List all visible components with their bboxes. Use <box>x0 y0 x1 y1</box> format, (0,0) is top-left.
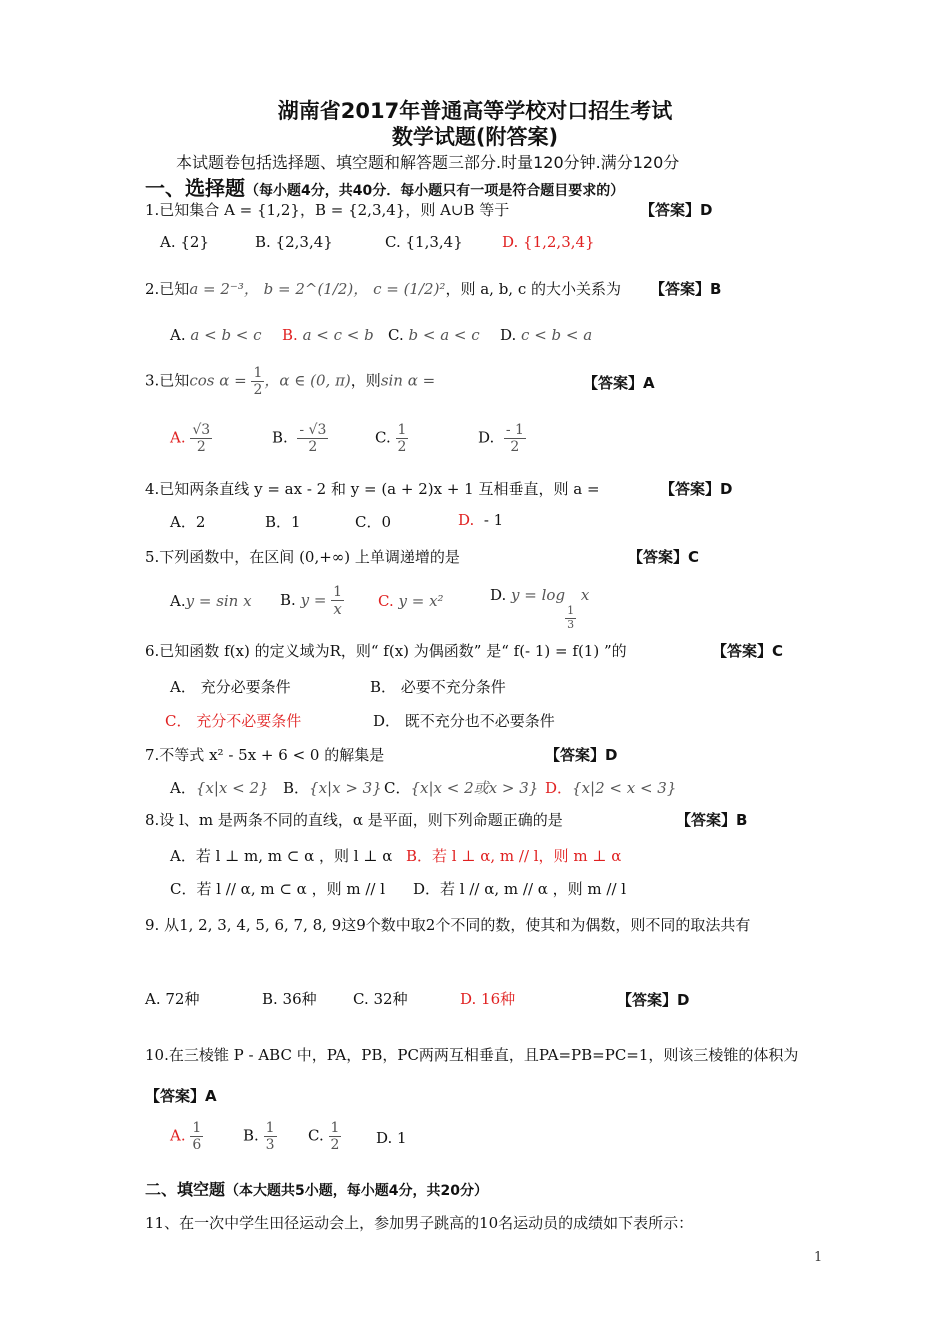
option-expr: a < c < b <box>302 326 374 344</box>
option-expr: y = sin x <box>185 592 252 610</box>
q6-option-d: D． 既不充分也不必要条件 <box>373 712 555 730</box>
answer-letter: C <box>688 548 700 566</box>
q9-answer <box>617 989 689 1010</box>
q6-stem: 6.已知函数 f(x) 的定义域为R，则“ f(x) 为偶函数” 是“ f(- 1) = f(1) ”的 <box>145 642 627 660</box>
q2-option-c <box>388 326 480 344</box>
option-label: A. <box>170 428 186 447</box>
option-fraction <box>264 1120 277 1153</box>
q5-stem: 5.下列函数中，在区间 (0,+∞) 上单调递增的是 <box>145 548 460 566</box>
numerator: 1 <box>333 584 343 600</box>
q8-option-c: C．若 l // α, m ⊂ α ，则 m // l <box>170 880 386 898</box>
q6-option-c: C． 充分不必要条件 <box>165 712 302 730</box>
q10-option-c <box>308 1120 341 1153</box>
option-label: A． <box>170 779 196 797</box>
answer-letter: B <box>710 280 722 298</box>
q1-stem: 1.已知集合 A = {1,2}，B = {2,3,4}，则 A∪B 等于 <box>145 201 510 219</box>
answer-label: 【答案】 <box>650 280 711 298</box>
denominator: x <box>333 600 342 619</box>
option-fraction <box>190 1120 203 1153</box>
q2-a-expr: a = 2⁻³， <box>189 280 259 298</box>
q3-option-a <box>170 422 212 455</box>
q10-answer <box>145 1085 217 1106</box>
denominator: 2 <box>510 439 520 456</box>
log-base-fraction <box>565 605 576 631</box>
option-label: C． <box>384 779 411 797</box>
q7-option-c <box>384 777 538 798</box>
q2-c-expr: c = (1/2)² <box>373 280 446 298</box>
option-label: B． <box>283 779 310 797</box>
numerator: - √3 <box>299 422 327 438</box>
numerator: 1 <box>397 422 407 438</box>
intro-text: 本试题卷包括选择题、填空题和解答题三部分.时量120分钟.满分120分 <box>176 153 680 172</box>
option-fraction <box>190 422 212 455</box>
numerator: 1 <box>265 1120 275 1136</box>
numerator: 1 <box>253 365 263 381</box>
section-1-heading <box>145 172 624 201</box>
denominator: 3 <box>265 1137 275 1154</box>
answer-letter: D <box>720 480 733 498</box>
q3-stem-pre: 3.已知 <box>145 371 190 390</box>
option-expr: y = log <box>511 586 566 604</box>
q1-answer <box>640 199 712 220</box>
numerator: - 1 <box>505 422 524 438</box>
q6-option-b: B． 必要不充分条件 <box>370 678 506 696</box>
q5-option-c <box>378 592 444 610</box>
answer-letter: D <box>605 746 618 764</box>
option-label: D. <box>478 428 495 447</box>
q8-option-d: D．若 l // α, m // α ，则 m // l <box>413 880 627 898</box>
option-label: C. <box>375 428 391 447</box>
q4-option-b: B．1 <box>265 513 301 531</box>
option-label: B. <box>280 591 296 610</box>
q2-option-a <box>170 326 262 344</box>
q1-option-d: D. {1,2,3,4} <box>502 233 595 251</box>
q10-option-a <box>170 1120 203 1153</box>
q7-option-a <box>170 777 269 798</box>
answer-label: 【答案】 <box>617 991 678 1009</box>
q4-stem: 4.已知两条直线 y = ax - 2 和 y = (a + 2)x + 1 互相垂直，则 a = <box>145 480 600 498</box>
answer-label: 【答案】 <box>145 1087 206 1105</box>
option-fraction <box>331 584 344 618</box>
q9-option-d: D. 16种 <box>460 990 516 1008</box>
option-expr: {x|2 < x < 3} <box>572 779 677 797</box>
option-expr: {x|x < 2} <box>195 779 269 797</box>
q4-option-c: C．0 <box>355 513 392 531</box>
section-1-note: （每小题4分，共40分．每小题只有一项是符合题目要求的） <box>245 183 625 199</box>
q1-option-a: A. {2} <box>160 233 209 251</box>
title-line-1: 湖南省2017年普通高等学校对口招生考试 <box>277 99 673 123</box>
q3-target: sin α = <box>380 371 436 390</box>
q8-stem: 8.设 l、m 是两条不同的直线，α 是平面，则下列命题正确的是 <box>145 811 563 829</box>
q2-stem-post: ，则 a, b, c 的大小关系为 <box>445 280 622 298</box>
option-value: - 1 <box>483 511 504 529</box>
q8-answer <box>676 809 747 830</box>
answer-label: 【答案】 <box>660 480 721 498</box>
q3-option-c <box>375 422 408 455</box>
q10-stem: 10.在三棱锥 P - ABC 中，PA，PB，PC两两互相垂直，且PA=PB=PC=1，则该三棱锥的体积为 <box>145 1046 799 1064</box>
answer-label: 【答案】 <box>676 811 737 829</box>
option-label: B. <box>243 1126 259 1145</box>
option-label: B. <box>272 428 288 447</box>
q8-option-b: B．若 l ⊥ α, m // l，则 m ⊥ α <box>406 847 622 865</box>
q2-option-b <box>282 326 374 344</box>
answer-letter: D <box>677 991 690 1009</box>
answer-letter: B <box>736 811 748 829</box>
q3-answer <box>583 372 655 393</box>
option-label: A. <box>170 326 186 344</box>
numerator: 1 <box>330 1120 340 1136</box>
option-label: A. <box>170 592 186 610</box>
option-expr: {x|x < 2或x > 3} <box>410 779 539 797</box>
option-expr: {x|x > 3} <box>309 779 382 797</box>
option-expr: c < b < a <box>521 326 593 344</box>
q10-option-b <box>243 1120 277 1153</box>
q2-option-d <box>500 326 592 344</box>
q9-stem: 9. 从1, 2, 3, 4, 5, 6, 7, 8, 9这9个数中取2个不同的数，使其和为偶数，则不同的取法共有 <box>145 916 751 934</box>
q9-option-c: C. 32种 <box>353 990 408 1008</box>
q9-option-b: B. 36种 <box>262 990 317 1008</box>
answer-label: 【答案】 <box>712 642 773 660</box>
answer-label: 【答案】 <box>628 548 689 566</box>
option-fraction <box>504 422 526 455</box>
option-label: D. <box>458 511 475 529</box>
q10-option-d: D. 1 <box>376 1129 407 1147</box>
q11-stem: 11、在一次中学生田径运动会上，参加男子跳高的10名运动员的成绩如下表所示： <box>145 1214 694 1232</box>
option-expr: b < a < c <box>408 326 480 344</box>
answer-label: 【答案】 <box>545 746 606 764</box>
q4-answer <box>660 478 732 499</box>
option-label: A. <box>170 1126 186 1145</box>
denominator: 2 <box>308 439 318 456</box>
q4-option-d <box>458 511 503 529</box>
section-1-title: 一、选择题 <box>145 176 245 200</box>
q6-option-a: A． 充分必要条件 <box>170 678 291 696</box>
q7-option-b <box>283 777 382 798</box>
q6-answer <box>712 640 783 661</box>
answer-label: 【答案】 <box>583 374 644 392</box>
section-2-note: （本大题共5小题，每小题4分，共20分） <box>225 1183 488 1199</box>
q7-stem: 7.不等式 x² - 5x + 6 < 0 的解集是 <box>145 746 385 764</box>
option-label: C. <box>388 326 404 344</box>
q2-stem-pre: 2.已知 <box>145 280 190 298</box>
numerator: √3 <box>192 422 211 438</box>
option-variable: x <box>580 586 590 604</box>
option-expr: y = <box>300 591 332 610</box>
q8-option-a: A．若 l ⊥ m, m ⊂ α ，则 l ⊥ α <box>170 847 393 865</box>
answer-label: 【答案】 <box>640 201 701 219</box>
option-label: C. <box>378 592 394 610</box>
q3-cos-expr: cos α = <box>189 371 252 390</box>
option-label: C. <box>308 1126 324 1145</box>
q5-option-d <box>490 586 589 631</box>
q3-stem-post: ，则 <box>350 371 381 390</box>
denominator: 3 <box>567 617 575 631</box>
page-number: 1 <box>814 1250 823 1265</box>
section-2-heading <box>145 1177 488 1200</box>
option-label: D． <box>545 779 573 797</box>
q2-stem <box>145 278 621 299</box>
q3-option-d <box>478 422 526 455</box>
q2-b-expr: b = 2^(1/2)， <box>263 280 369 298</box>
q2-answer <box>650 278 721 299</box>
answer-letter: C <box>772 642 784 660</box>
denominator: 2 <box>330 1137 340 1154</box>
answer-letter: A <box>205 1087 217 1105</box>
q3-interval: ，α ∈ (0, π) <box>264 371 351 390</box>
q1-option-c: C. {1,3,4} <box>385 233 463 251</box>
q1-option-b: B. {2,3,4} <box>255 233 333 251</box>
option-fraction <box>297 422 328 455</box>
q9-option-a: A. 72种 <box>145 990 200 1008</box>
title-line-2: 数学试题(附答案) <box>391 125 559 149</box>
denominator: 2 <box>196 439 206 456</box>
answer-letter: A <box>643 374 655 392</box>
numerator: 1 <box>192 1120 202 1136</box>
q7-option-d <box>545 777 676 798</box>
denominator: 6 <box>192 1137 202 1154</box>
q3-stem <box>145 365 435 398</box>
denominator: 2 <box>253 382 263 399</box>
q3-option-b <box>272 422 328 455</box>
option-fraction <box>329 1120 342 1153</box>
option-fraction <box>396 422 409 455</box>
option-expr: a < b < c <box>190 326 262 344</box>
option-expr: y = x² <box>398 592 444 610</box>
denominator: 2 <box>397 439 407 456</box>
option-label: D. <box>500 326 517 344</box>
option-label: B. <box>282 326 298 344</box>
numerator: 1 <box>567 604 575 617</box>
section-2-title: 二、填空题 <box>145 1180 226 1199</box>
answer-letter: D <box>700 201 713 219</box>
option-label: D. <box>490 586 507 604</box>
q3-fraction <box>251 365 264 398</box>
q5-option-b <box>280 584 344 618</box>
q5-answer <box>628 546 699 567</box>
q7-answer <box>545 744 617 765</box>
q5-option-a <box>170 592 252 610</box>
q4-option-a: A．2 <box>170 513 206 531</box>
